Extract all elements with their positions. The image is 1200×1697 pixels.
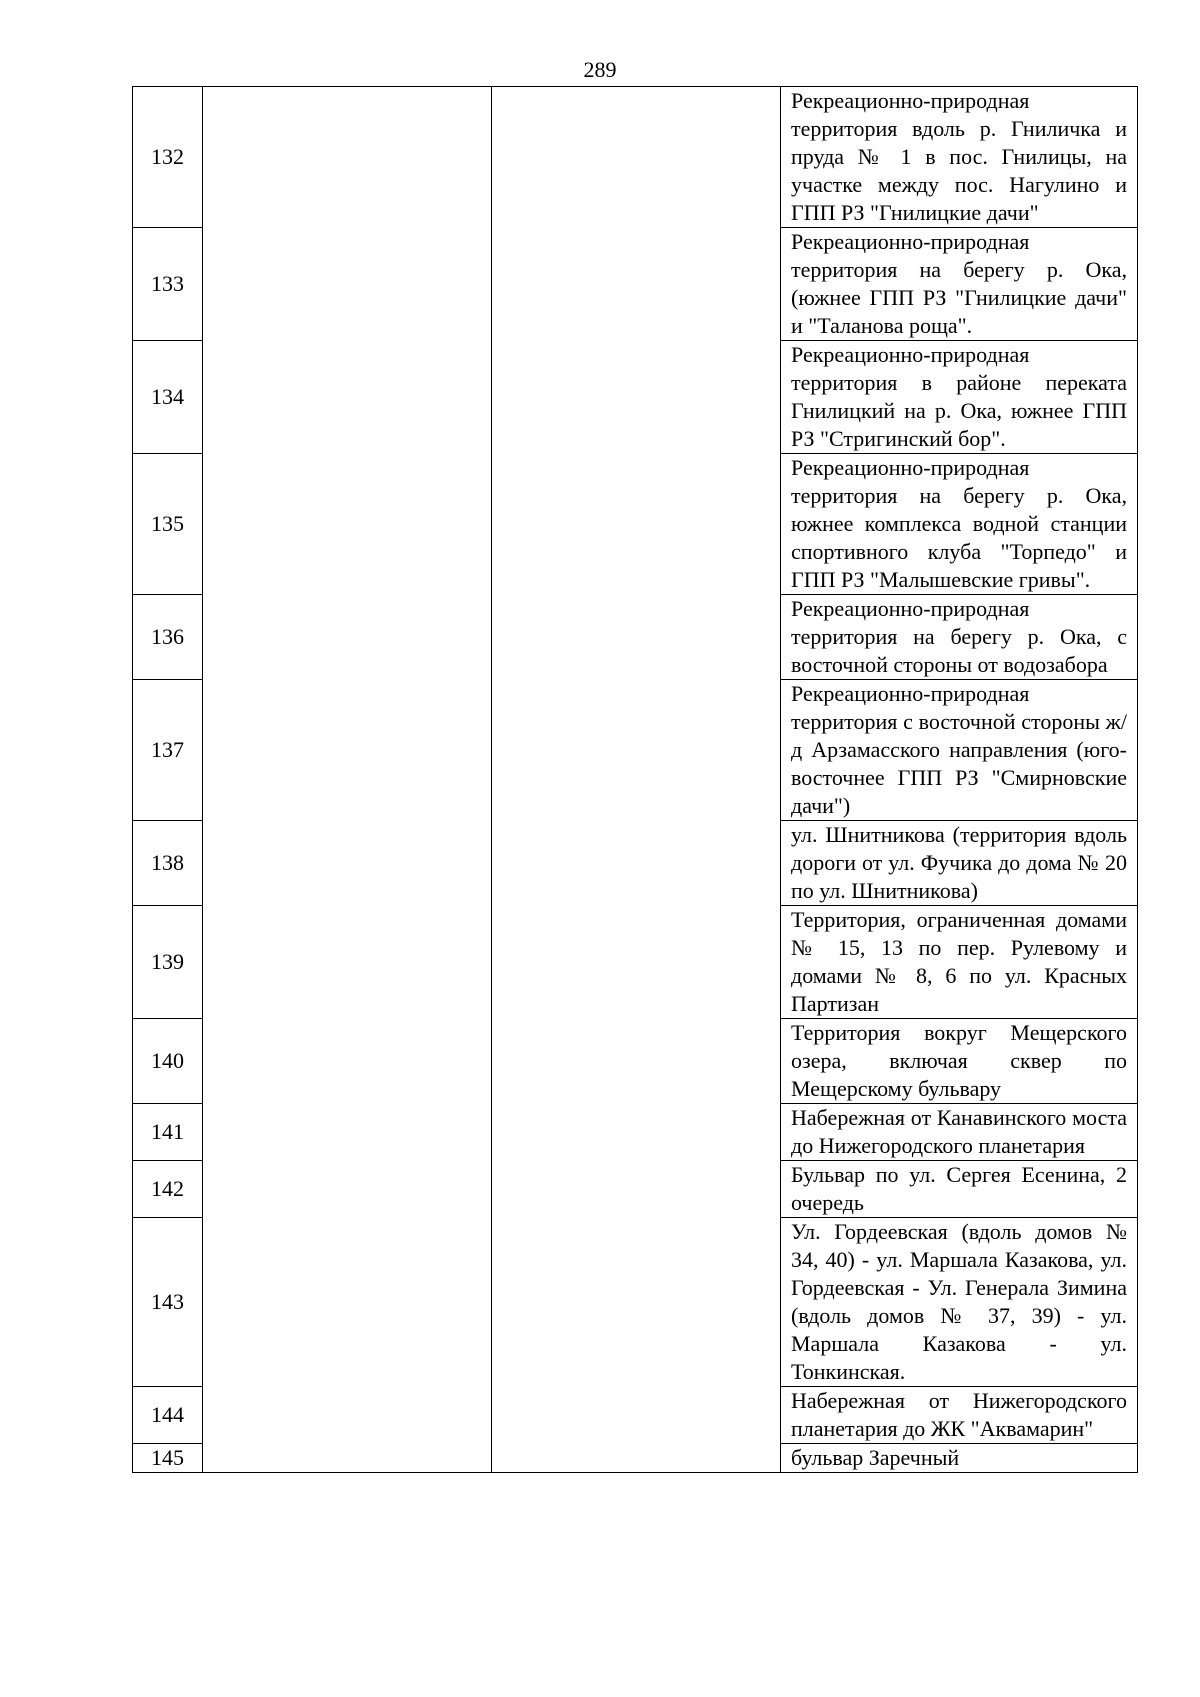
blank-column-2 — [492, 87, 781, 1473]
territory-description: Рекреационно-природная территория в районе переката Гнилицкий на р. Ока, южнее ГПП РЗ "Стригинский бор". — [781, 341, 1138, 454]
row-number: 133 — [133, 228, 203, 341]
territory-description: бульвар Заречный — [781, 1444, 1138, 1473]
territory-description: Бульвар по ул. Сергея Есенина, 2 очередь — [781, 1161, 1138, 1218]
territory-description: Рекреационно-природная территория на берегу р. Ока, (южнее ГПП РЗ "Гнилицкие дачи" и "Таланова роща". — [781, 228, 1138, 341]
territory-description: Набережная от Канавинского моста до Нижегородского планетария — [781, 1104, 1138, 1161]
row-number: 135 — [133, 454, 203, 595]
territory-description: ул. Шнитникова (территория вдоль дороги от ул. Фучика до дома № 20 по ул. Шнитникова) — [781, 821, 1138, 906]
territory-description: Рекреационно-природная территория на берегу р. Ока, южнее комплекса водной станции спортивного клуба "Торпедо" и ГПП РЗ "Малышевские гривы". — [781, 454, 1138, 595]
row-number: 141 — [133, 1104, 203, 1161]
territory-description: Территория, ограниченная домами № 15, 13 по пер. Рулевому и домами № 8, 6 по ул. Красных Партизан — [781, 906, 1138, 1019]
row-number: 137 — [133, 680, 203, 821]
row-number: 145 — [133, 1444, 203, 1473]
table-row — [133, 87, 1138, 228]
registry-table — [132, 86, 1138, 1473]
territory-description: Рекреационно-природная территория с восточной стороны ж/д Арзамасского направления (юго-восточнее ГПП РЗ "Смирновские дачи") — [781, 680, 1138, 821]
row-number: 138 — [133, 821, 203, 906]
blank-column-1 — [203, 87, 492, 1473]
row-number: 143 — [133, 1218, 203, 1387]
row-number: 132 — [133, 87, 203, 228]
row-number: 142 — [133, 1161, 203, 1218]
territory-description: Рекреационно-природная территория на берегу р. Ока, с восточной стороны от водозабора — [781, 595, 1138, 680]
territory-description: Набережная от Нижегородского планетария до ЖК "Аквамарин" — [781, 1387, 1138, 1444]
row-number: 140 — [133, 1019, 203, 1104]
territory-description: Ул. Гордеевская (вдоль домов № 34, 40) - ул. Маршала Казакова, ул. Гордеевская - Ул. Генерала Зимина (вдоль домов № 37, 39) - ул. Маршала Казакова - ул. Тонкинская. — [781, 1218, 1138, 1387]
row-number: 134 — [133, 341, 203, 454]
row-number: 144 — [133, 1387, 203, 1444]
page-number: 289 — [583, 57, 617, 82]
row-number: 139 — [133, 906, 203, 1019]
territory-description: Территория вокруг Мещерского озера, включая сквер по Мещерскому бульвару — [781, 1019, 1138, 1104]
territory-description: Рекреационно-природная территория вдоль р. Гниличка и пруда № 1 в пос. Гнилицы, на участке между пос. Нагулино и ГПП РЗ "Гнилицкие дачи" — [781, 87, 1138, 228]
row-number: 136 — [133, 595, 203, 680]
